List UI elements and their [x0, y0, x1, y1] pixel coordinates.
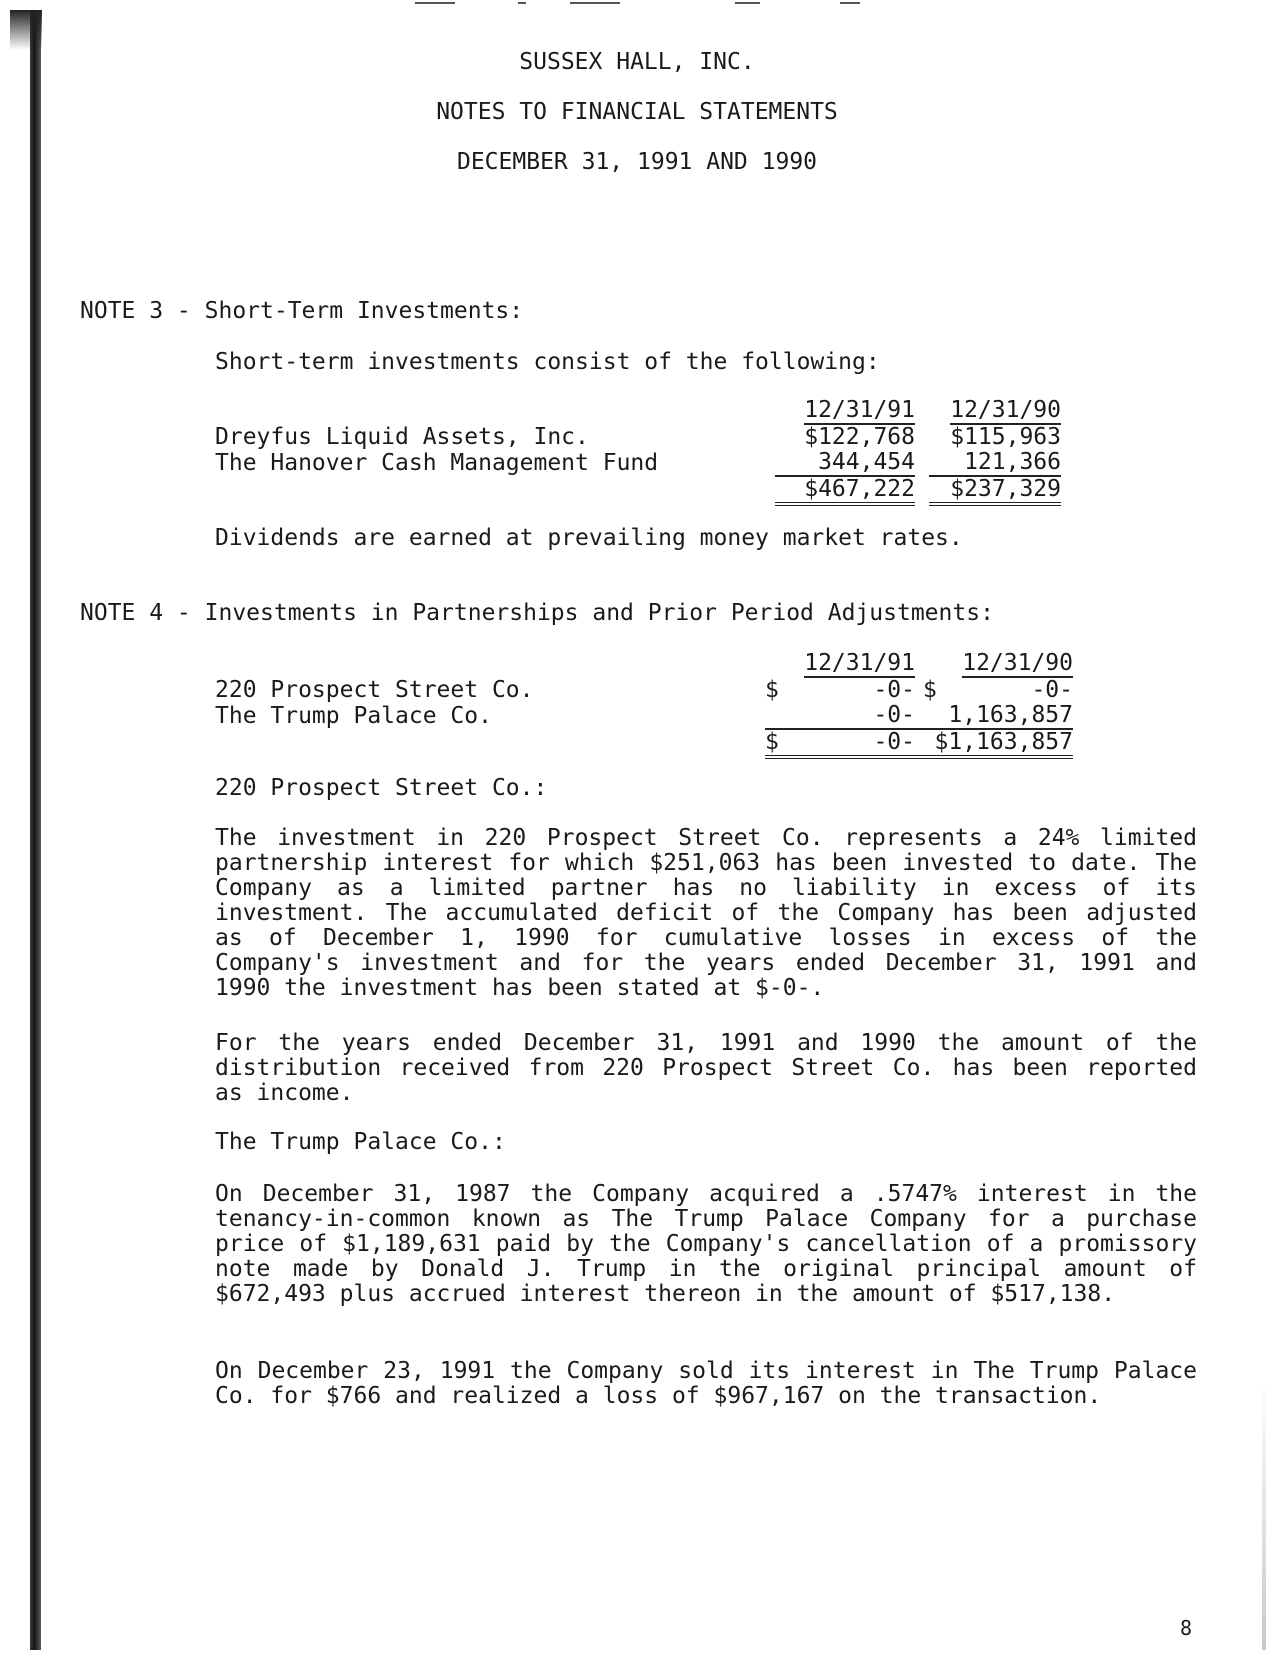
- note4-total-1991: -0-: [785, 729, 915, 757]
- note3-row-label: Dreyfus Liquid Assets, Inc.: [215, 424, 589, 450]
- note4-partnerships-table: [215, 651, 1073, 759]
- table-total-row: [215, 729, 1073, 757]
- trump-paragraph-2: On December 23, 1991 the Company sold its interest in The Trump Palace Co. for $766 and realized a loss of $967,167 on the transaction.: [215, 1358, 1197, 1409]
- note4-col-1990: 12/31/90: [962, 650, 1073, 676]
- trump-subheading: The Trump Palace Co.:: [215, 1129, 506, 1155]
- note3-intro: Short-term investments consist of the following:: [215, 349, 880, 375]
- note4-total-currency-1991: $: [765, 729, 785, 757]
- note4-currency-1991: [765, 703, 785, 729]
- prospect-paragraph-1: The investment in 220 Prospect Street Co. represents a 24% limited partnership interest for which $251,063 has been invested to date. The Company as a limited partner has no liability in excess of its investment. The accumulated deficit of the Company has been adjusted as of December 1, 1990 for cumulative losses in excess of the Company's investment and for the years ended December 31, 1991 and 1990 the investment has been stated at $-0-.: [215, 825, 1197, 1001]
- table-row: [215, 678, 1073, 703]
- note3-investments-table: [215, 398, 1061, 506]
- scan-binding-shadow: [10, 10, 42, 50]
- table-row: [215, 703, 1073, 729]
- table-total-row: [215, 476, 1061, 504]
- table-row: [215, 450, 1061, 476]
- note4-cell-1990: -0-: [1031, 677, 1073, 703]
- note4-cell-1990: 1,163,857: [943, 703, 1073, 729]
- note4-row-label: The Trump Palace Co.: [215, 702, 492, 729]
- prospect-paragraph-2: For the years ended December 31, 1991 and 1990 the amount of the distribution received from 220 Prospect Street Co. has been reported as income.: [215, 1030, 1197, 1106]
- note4-total-1990: $1,163,857: [915, 729, 1073, 757]
- document-title: NOTES TO FINANCIAL STATEMENTS: [436, 99, 838, 125]
- note4-heading: NOTE 4 - Investments in Partnerships and Prior Period Adjustments:: [80, 600, 994, 626]
- page-number: 8: [1180, 1616, 1193, 1640]
- scan-top-marks: [0, 0, 1274, 8]
- scan-right-edge: [1262, 1380, 1266, 1650]
- note4-col-1991: 12/31/91: [804, 650, 915, 676]
- note3-cell-1990: 121,366: [929, 450, 1061, 476]
- note3-cell-1991: 344,454: [775, 450, 915, 476]
- note3-col-1990: 12/31/90: [950, 397, 1061, 423]
- company-name: SUSSEX HALL, INC.: [519, 49, 755, 75]
- note4-currency-1991: $: [765, 677, 779, 703]
- note3-total-1991: $467,222: [775, 476, 915, 504]
- note4-currency-1990: $: [923, 677, 937, 703]
- note3-cell-1990: $115,963: [950, 424, 1061, 450]
- note3-row-label: The Hanover Cash Management Fund: [215, 449, 659, 476]
- prospect-subheading: 220 Prospect Street Co.:: [215, 775, 548, 801]
- trump-paragraph-1: On December 31, 1987 the Company acquired a .5747% interest in the tenancy-in-common known as The Trump Palace Company for a purchase price of $1,189,631 paid by the Company's cancellation of a promissory note made by Donald J. Trump in the original principal amount of $672,493 plus accrued interest thereon in the amount of $517,138.: [215, 1181, 1197, 1307]
- note3-total-1990: $237,329: [929, 476, 1061, 504]
- note4-cell-1991: -0-: [785, 703, 915, 729]
- statement-date: DECEMBER 31, 1991 AND 1990: [456, 149, 818, 175]
- scan-binding-edge: [30, 10, 41, 1650]
- note3-cell-1991: $122,768: [804, 424, 915, 450]
- note3-footnote: Dividends are earned at prevailing money market rates.: [215, 525, 963, 551]
- note3-col-1991: 12/31/91: [804, 397, 915, 423]
- note4-cell-1991: -0-: [873, 677, 915, 703]
- note4-currency-1990: [915, 703, 943, 729]
- note4-row-label: 220 Prospect Street Co.: [215, 677, 534, 703]
- note3-heading: NOTE 3 - Short-Term Investments:: [80, 298, 524, 324]
- table-row: [215, 425, 1061, 450]
